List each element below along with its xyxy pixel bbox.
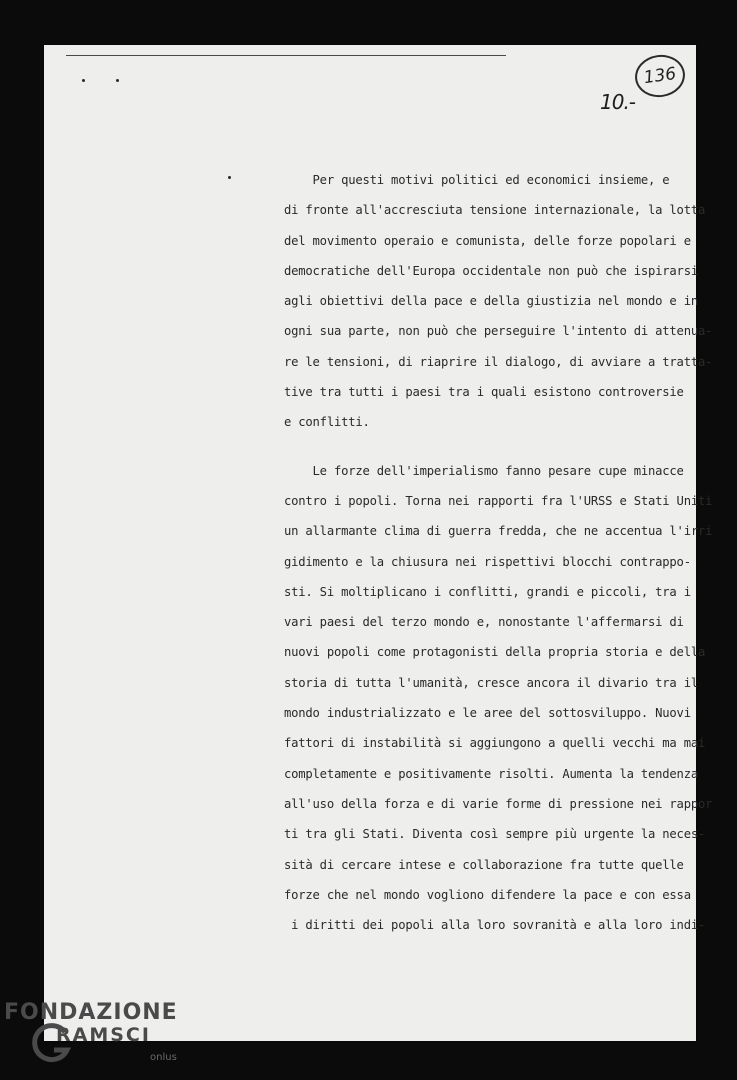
text-line: i diritti dei popoli alla loro sovranità e alla loro indi- [284, 918, 706, 933]
text-line: e conflitti. [284, 415, 370, 430]
top-rule [66, 55, 506, 56]
text-line: sti. Si moltiplicano i conflitti, grandi e piccoli, tra i [284, 584, 691, 599]
text-line: agli obiettivi della pace e della giustizia nel mondo e in [284, 294, 698, 309]
text-line: fattori di instabilità si aggiungono a quelli vecchi ma mai [284, 736, 706, 751]
logo-line2: RAMSCI [56, 1024, 151, 1046]
text-line: Per questi motivi politici ed economici insieme, e [284, 173, 670, 187]
paragraph-gap [284, 438, 684, 456]
document-page [44, 45, 713, 1041]
text-line: nuovi popoli come protagonisti della propria storia e della [284, 645, 706, 660]
archive-seal: 136 [632, 52, 687, 101]
typewritten-text [284, 165, 713, 940]
logo-onlus: onlus [150, 1052, 177, 1063]
text-line: ti tra gli Stati. Diventa così sempre più urgente la neces- [284, 827, 706, 842]
text-line: storia di tutta l'umanità, cresce ancora il divario tra il [284, 675, 698, 690]
text-line: di fronte all'accresciuta tensione internazionale, la lotta [284, 203, 706, 218]
text-line: democratiche dell'Europa occidentale non può che ispirarsi [284, 263, 698, 278]
ink-dot [116, 79, 119, 82]
text-line: del movimento operaio e comunista, delle forze popolari e [284, 233, 691, 248]
text-line: tive tra tutti i paesi tra i quali esistono controversie [284, 385, 684, 400]
text-line: all'uso della forza e di varie forme di pressione nei rappor [284, 796, 713, 811]
text-line: ogni sua parte, non può che perseguire l'intento di attenua- [284, 324, 713, 339]
handwritten-page-number: 10.- [600, 90, 636, 114]
text-line: re le tensioni, di riaprire il dialogo, di avviare a tratta- [284, 354, 713, 369]
text-line: vari paesi del terzo mondo e, nonostante l'affermarsi di [284, 615, 684, 630]
ink-dot [82, 79, 85, 82]
text-line: gidimento e la chiusura nei rispettivi blocchi contrappo- [284, 554, 691, 569]
text-line: mondo industrializzato e le aree del sottosviluppo. Nuovi [284, 706, 691, 721]
text-line: completamente e positivamente risolti. Aumenta la tendenza [284, 766, 698, 781]
text-line: contro i popoli. Torna nei rapporti fra l'URSS e Stati Uniti [284, 493, 713, 508]
text-line: sità di cercare intese e collaborazione fra tutte quelle [284, 857, 684, 872]
text-line: un allarmante clima di guerra fredda, che ne accentua l'irri [284, 524, 713, 539]
text-line: Le forze dell'imperialismo fanno pesare cupe minacce [284, 463, 684, 478]
text-line: forze che nel mondo vogliono difendere la pace e con essa [284, 887, 691, 902]
fondazione-gramsci-logo [4, 1000, 184, 1075]
ink-dot [228, 176, 231, 179]
logo-line1: FONDAZIONE [4, 1000, 178, 1025]
